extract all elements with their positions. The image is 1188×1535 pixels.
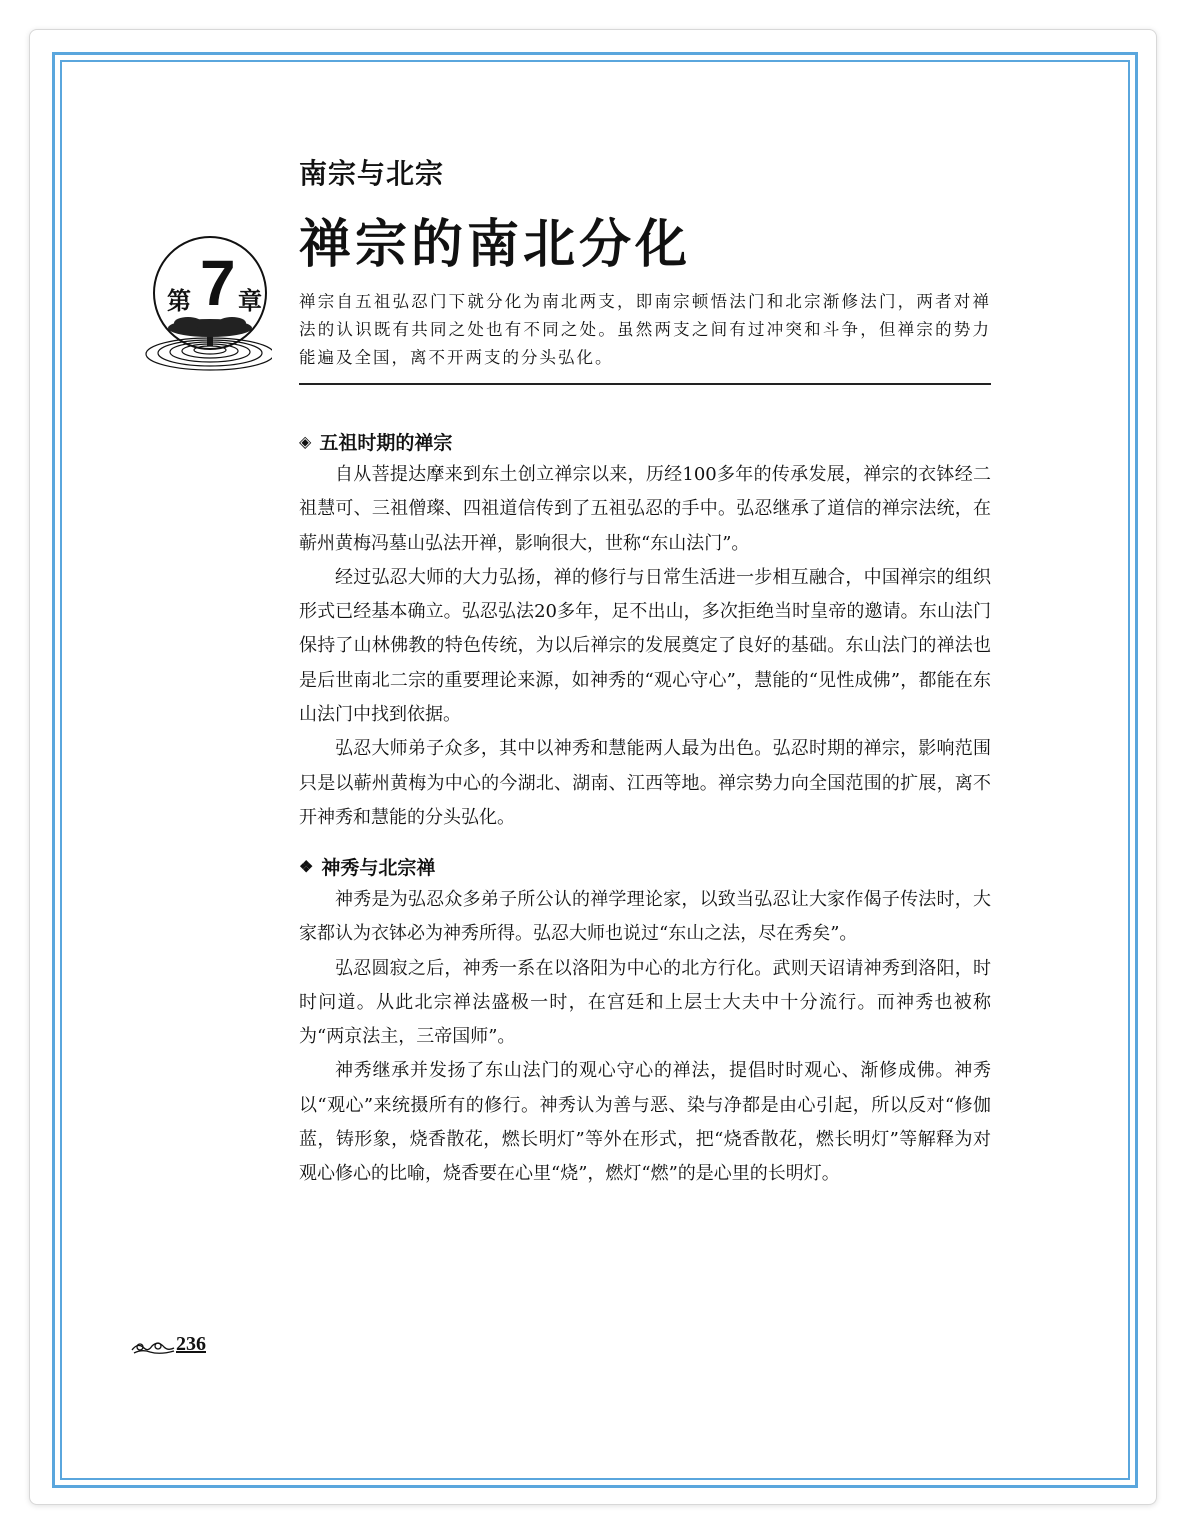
- section-heading: [299, 853, 435, 880]
- paragraph: 经过弘忍大师的大力弘扬，禅的修行与日常生活进一步相互融合，中国禅宗的组织形式已经基本确立。弘忍弘法20多年，足不出山，多次拒绝当时皇帝的邀请。东山法门保持了山林佛教的特色传统，为以后禅宗的发展奠定了良好的基础。东山法门的禅法也是后世南北二宗的重要理论来源，如神秀的“观心守心”，慧能的“见性成佛”，都能在东山法门中找到依据。: [299, 566, 991, 726]
- section-heading-text: 神秀与北宗禅: [321, 857, 436, 879]
- section-body: [299, 458, 991, 835]
- intro-divider: [299, 383, 991, 385]
- chapter-subtitle: 南宗与北宗: [299, 157, 445, 190]
- paragraph: 神秀是为弘忍众多弟子所公认的禅学理论家，以致当弘忍让大家作偈子传法时，大家都认为衣钵必为神秀所得。弘忍大师也说过“东山之法，尽在秀矣”。: [299, 889, 991, 945]
- paragraph: 神秀继承并发扬了东山法门的观心守心的禅法，提倡时时观心、渐修成佛。神秀以“观心”来统摄所有的修行。神秀认为善与恶、染与净都是由心引起，所以反对“修伽蓝，铸形象，烧香散花，燃长明灯”等外在形式，把“烧香散花，燃长明灯”等解释为对观心修心的比喻，烧香要在心里“烧”，燃灯“燃”的是心里的长明灯。: [299, 1060, 991, 1185]
- paragraph: 弘忍大师弟子众多，其中以神秀和慧能两人最为出色。弘忍时期的禅宗，影响范围只是以蕲州黄梅为中心的今湖北、湖南、江西等地。禅宗势力向全国范围的扩展，离不开神秀和慧能的分头弘化。: [299, 738, 991, 828]
- chapter-suffix: 章: [238, 286, 262, 315]
- page-number-text: 236: [176, 1333, 206, 1355]
- paragraph: 自从菩提达摩来到东土创立禅宗以来，历经100多年的传承发展，禅宗的衣钵经二祖慧可、三祖僧璨、四祖道信传到了五祖弘忍的手中。弘忍继承了道信的禅宗法统，在蕲州黄梅冯墓山弘法开禅，影响很大，世称“东山法门”。: [299, 464, 991, 554]
- paragraph: 弘忍圆寂之后，神秀一系在以洛阳为中心的北方行化。武则天诏请神秀到洛阳，时时问道。从此北宗禅法盛极一时，在宫廷和上层士大夫中十分流行。而神秀也被称为“两京法主，三帝国师”。: [299, 957, 991, 1048]
- chapter-prefix: 第: [167, 286, 191, 315]
- chapter-number: 7: [200, 247, 236, 319]
- page-number: [130, 1333, 206, 1356]
- chapter-intro: 禅宗自五祖弘忍门下就分化为南北两支，即南宗顿悟法门和北宗渐修法门，两者对禅法的认识既有共同之处也有不同之处。虽然两支之间有过冲突和斗争，但禅宗的势力能遍及全国，离不开两支的分头弘化。: [299, 292, 991, 367]
- section-body: [299, 883, 991, 1192]
- section-heading: [299, 428, 452, 455]
- section-heading-text: 五祖时期的禅宗: [319, 432, 453, 454]
- chapter-title: 禅宗的南北分化: [299, 214, 692, 275]
- diamond-bullet-icon: ◈: [299, 432, 312, 451]
- cloud-ornament-icon: [130, 1338, 176, 1356]
- diamond-bullet-icon: ❖: [299, 857, 314, 876]
- chapter-emblem: [140, 228, 272, 382]
